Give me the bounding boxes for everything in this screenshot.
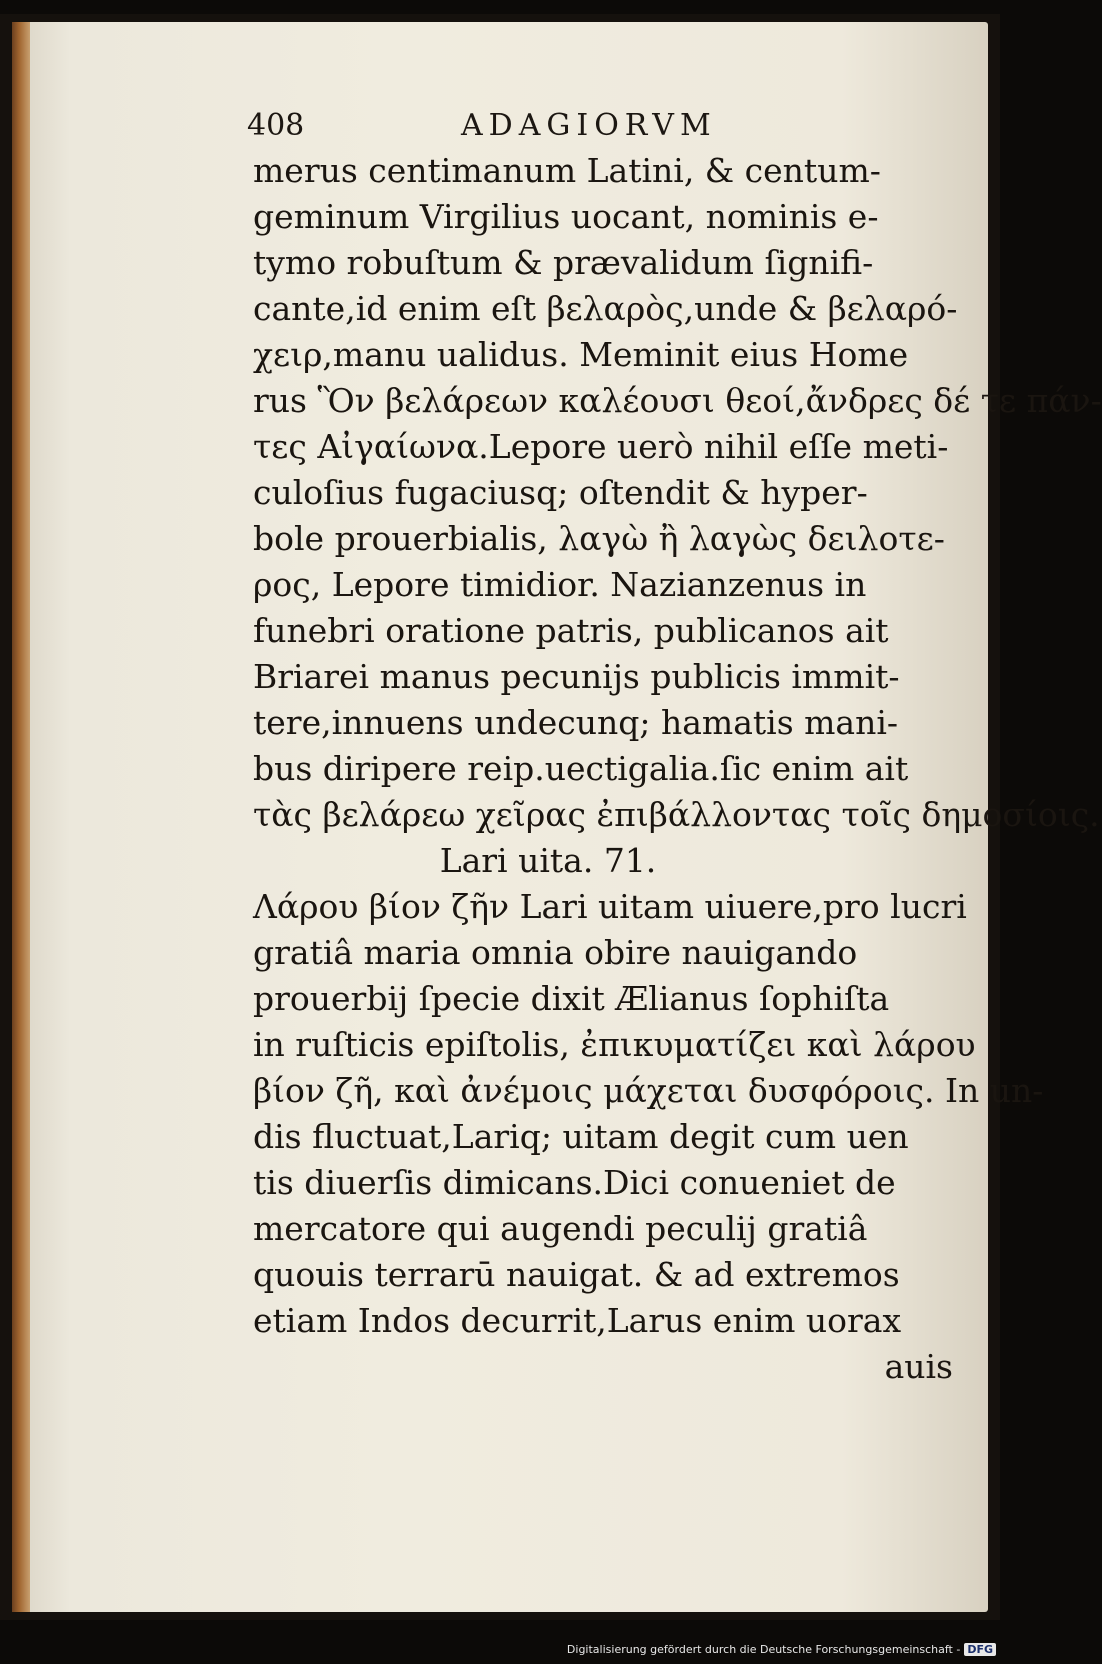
body-line: culoſius fugaciusq; oſtendit & hyper- — [253, 473, 868, 512]
section-heading: Lari uita. 71. — [439, 841, 657, 880]
body-line: bus diripere reip.uectigalia.ſic enim ait — [253, 749, 909, 788]
running-title: ADAGIORVM — [461, 108, 717, 143]
body-line: funebri oratione patris, publicanos ait — [253, 611, 889, 650]
body-line: χειρ,manu ualidus. Meminit eius Home — [253, 335, 909, 374]
body-line: merus centimanum Latini, & centum- — [253, 151, 881, 190]
section-line: Λάρου βίον ζῆν Lari uitam uiuere,pro lucri — [253, 887, 967, 926]
page-number: 408 — [247, 108, 305, 143]
body-line: ρος, Lepore timidior. Nazianzenus in — [253, 565, 867, 604]
body-line: rus Ὃν βελάρεων καλέουσι θεοί,ἄνδρες δέ τε πάν- — [253, 381, 1102, 420]
section-line: quouis terrarū nauigat. & ad extremos — [253, 1255, 900, 1294]
credit-text: Digitalisierung gefördert durch die Deutsche Forschungsgemeinschaft - — [566, 1643, 961, 1656]
catchword: auis — [884, 1347, 953, 1386]
body-line: τες Αἰγαίωνα.Lepore uerò nihil eſſe meti- — [253, 427, 949, 466]
section-line: βίον ζῆ, καὶ ἀνέμοις μάχεται δυσφόροις. In un- — [253, 1071, 1044, 1110]
body-line: Briarei manus pecunijs publicis immit- — [253, 657, 900, 696]
running-head — [247, 108, 767, 148]
section-line: dis fluctuat,Lariq; uitam degit cum uen — [253, 1117, 909, 1156]
digitization-credit — [567, 1643, 996, 1656]
body-line: bole prouerbialis, λαγὼ ἢ λαγὼς δειλοτε- — [253, 519, 945, 558]
body-line: tymo robuſtum & prævalidum ſignifi- — [253, 243, 874, 282]
body-line: tere,innuens undecunq; hamatis mani- — [253, 703, 899, 742]
body-line: τὰς βελάρεω χεῖρας ἐπιβάλλοντας τοῖς δημοσίοις. — [253, 795, 1100, 834]
section-line: prouerbij ſpecie dixit Ælianus ſophiſta — [253, 979, 890, 1018]
page-edge — [12, 22, 30, 1612]
section-line: gratiâ maria omnia obire nauigando — [253, 933, 858, 972]
section-line: tis diuerſis dimicans.Dici conueniet de — [253, 1163, 896, 1202]
text-block — [253, 148, 1102, 1390]
section-line: in ruſticis epiſtolis, ἐπικυματίζει καὶ λάρου — [253, 1025, 976, 1064]
section-line: etiam Indos decurrit,Larus enim uorax — [253, 1301, 902, 1340]
section-line: mercatore qui augendi peculij gratiâ — [253, 1209, 868, 1248]
body-line: geminum Virgilius uocant, nominis e- — [253, 197, 879, 236]
dfg-logo: DFG — [964, 1643, 996, 1656]
body-line: cante,id enim eſt βελαρὸς,unde & βελαρό- — [253, 289, 958, 328]
